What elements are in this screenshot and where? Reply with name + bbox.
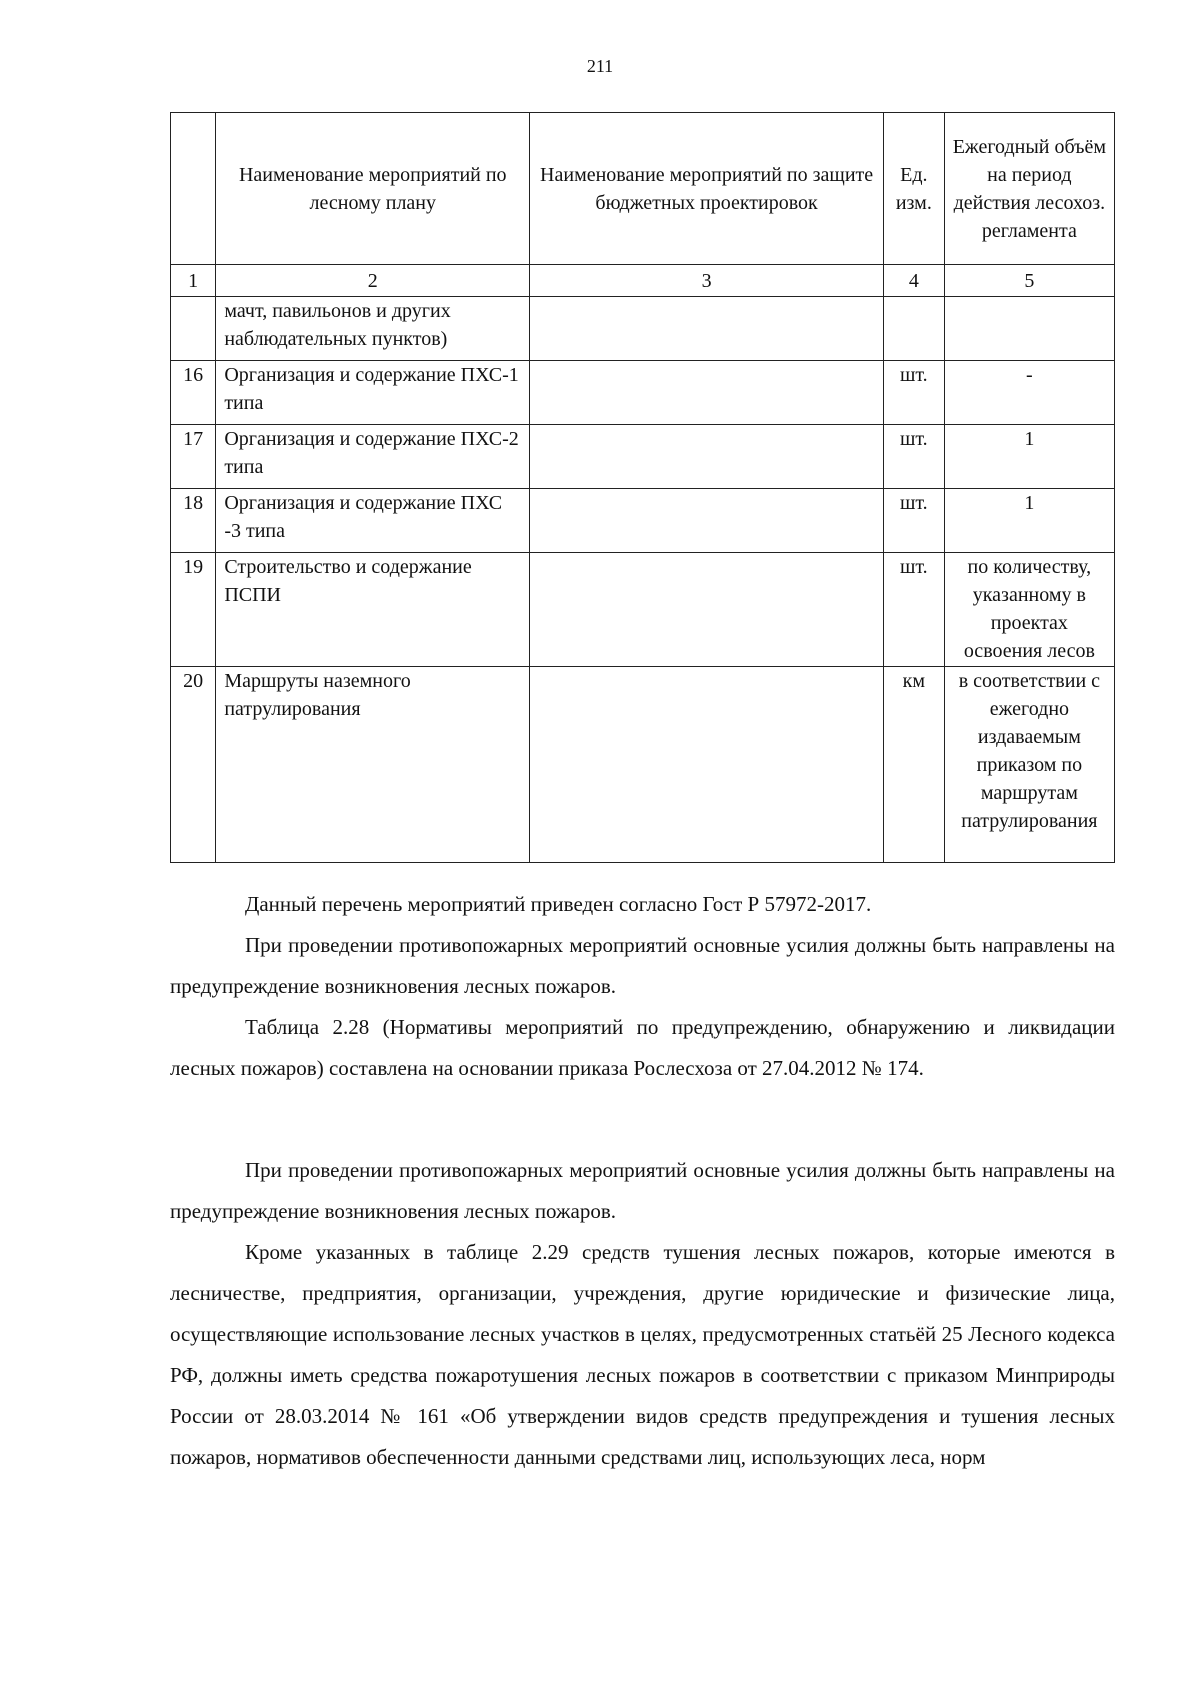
row-budget-measure <box>530 361 884 425</box>
row-volume: - <box>944 361 1114 425</box>
row-number <box>171 297 216 361</box>
row-number: 18 <box>171 489 216 553</box>
paragraph: Данный перечень мероприятий приведен согласно Гост Р 57972-2017. <box>245 892 872 916</box>
measures-table <box>170 112 1115 863</box>
paragraph: Кроме указанных в таблице 2.29 средств тушения лесных пожаров, которые имеются в лесничестве, предприятия, организации, учреждения, другие юридические и физические лица, осуществляющие использование лесных участков в целях, предусмотренных статьёй 25 Лесного кодекса РФ, должны иметь средства пожаротушения лесных пожаров в соответствии с приказом Минприроды России от 28.03.2014 № 161 «Об утверждении видов средств предупреждения и тушения лесных пожаров, нормативов обеспеченности данными средствами лиц, использующих леса, норм <box>170 1240 1115 1469</box>
row-budget-measure <box>530 553 884 667</box>
row-budget-measure <box>530 297 884 361</box>
header-number <box>171 113 216 265</box>
paragraph: Таблица 2.28 (Нормативы мероприятий по предупреждению, обнаружению и ликвидации лесных пожаров) составлена на основании приказа Рослесхоза от 27.04.2012 № 174. <box>170 1015 1115 1080</box>
table-row <box>171 361 1115 425</box>
paragraph: При проведении противопожарных мероприятий основные усилия должны быть направлены на предупреждение возникновения лесных пожаров. <box>170 933 1115 998</box>
table-row <box>171 489 1115 553</box>
table-row <box>171 553 1115 667</box>
column-index: 2 <box>216 265 530 297</box>
row-budget-measure <box>530 667 884 863</box>
row-measure-name: Организация и содержание ПХС-1 типа <box>216 361 530 425</box>
row-measure-name: Организация и содержание ПХС-2 типа <box>216 425 530 489</box>
row-unit: км <box>883 667 944 863</box>
row-measure-name: Организация и содержание ПХС -3 типа <box>216 489 530 553</box>
body-text-group-1 <box>170 884 1115 1089</box>
row-measure-name: Строительство и содержание ПСПИ <box>216 553 530 667</box>
table-row <box>171 297 1115 361</box>
column-index: 5 <box>944 265 1114 297</box>
paragraph: При проведении противопожарных мероприятий основные усилия должны быть направлены на предупреждение возникновения лесных пожаров. <box>170 1158 1115 1223</box>
row-budget-measure <box>530 425 884 489</box>
body-text-group-2 <box>170 1150 1115 1478</box>
row-volume: 1 <box>944 489 1114 553</box>
row-unit: шт. <box>883 425 944 489</box>
header-unit: Ед. изм. <box>883 113 944 265</box>
row-measure-name: Маршруты наземного патрулирования <box>216 667 530 863</box>
page-number: 211 <box>586 56 614 76</box>
table-row <box>171 667 1115 863</box>
table-column-index-row <box>171 265 1115 297</box>
table-row <box>171 425 1115 489</box>
column-index: 3 <box>530 265 884 297</box>
row-unit: шт. <box>883 361 944 425</box>
header-measure-name: Наименование мероприятий по лесному плану <box>216 113 530 265</box>
row-volume <box>944 297 1114 361</box>
row-number: 16 <box>171 361 216 425</box>
header-budget-measures: Наименование мероприятий по защите бюджетных проектировок <box>530 113 884 265</box>
row-volume: в соответствии с ежегодно издаваемым приказом по маршрутам патрулирования <box>944 667 1114 863</box>
row-number: 17 <box>171 425 216 489</box>
row-volume: по количеству, указанному в проектах освоения лесов <box>944 553 1114 667</box>
header-annual-volume: Ежегодный объём на период действия лесохоз. регламента <box>944 113 1114 265</box>
column-index: 4 <box>883 265 944 297</box>
row-unit: шт. <box>883 489 944 553</box>
table-header-row <box>171 113 1115 265</box>
column-index: 1 <box>171 265 216 297</box>
row-unit <box>883 297 944 361</box>
row-number: 20 <box>171 667 216 863</box>
row-unit: шт. <box>883 553 944 667</box>
row-budget-measure <box>530 489 884 553</box>
row-number: 19 <box>171 553 216 667</box>
row-volume: 1 <box>944 425 1114 489</box>
row-measure-name: мачт, павильонов и других наблюдательных пунктов) <box>216 297 530 361</box>
